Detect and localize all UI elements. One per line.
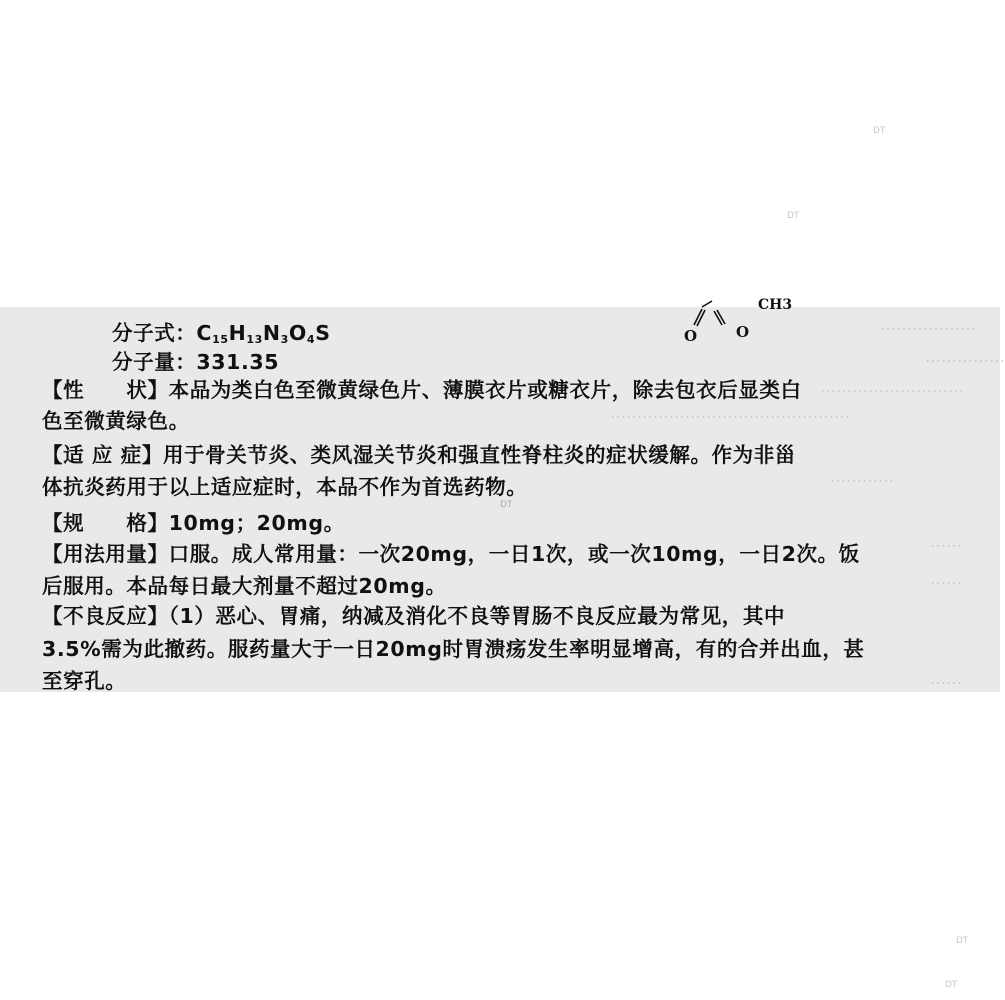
show-through-text: ………… — [830, 467, 894, 486]
show-through-text: …… — [930, 669, 962, 688]
watermark: DT — [873, 126, 886, 136]
show-through-text: ……………………… — [820, 377, 964, 396]
watermark: DT — [956, 936, 969, 946]
formula-element: H — [228, 321, 247, 345]
formula-subscript: 4 — [306, 333, 316, 346]
indications-line: 体抗炎药用于以上适应症时，本品不作为首选药物。 — [42, 475, 528, 499]
formula-element: C — [196, 321, 213, 345]
formula-element: O — [288, 321, 307, 345]
description-line: 【性 状】本品为类白色至微黄绿色片、薄膜衣片或糖衣片，除去包衣后显类白 — [42, 378, 802, 402]
watermark: DT — [945, 980, 958, 990]
dosage-line: 【用法用量】口服。成人常用量：一次20mg，一日1次，或一次10mg，一日2次。饭 — [42, 542, 860, 566]
molecular-formula-line — [112, 316, 331, 346]
watermark: DT — [787, 211, 800, 221]
show-through-text: ……………… — [880, 315, 976, 334]
formula-subscript: 3 — [280, 333, 289, 346]
structure-methyl: CH3 — [758, 297, 793, 313]
specification-line: 【规 格】10mg；20mg。 — [42, 511, 345, 535]
show-through-text: ……………………………………… — [610, 403, 850, 422]
formula-element: S — [315, 321, 331, 345]
structure-atom-o: O — [736, 323, 750, 341]
show-through-text: …………… — [925, 347, 1005, 366]
dosage-line: 后服用。本品每日最大剂量不超过20mg。 — [42, 574, 447, 598]
formula-subscript: 13 — [246, 333, 263, 346]
show-through-text: …… — [930, 569, 962, 588]
watermark: DT — [500, 500, 513, 510]
adverse-reactions-line: 3.5%需为此撤药。服药量大于一日20mg时胃溃疡发生率明显增高，有的合并出血，甚 — [42, 637, 865, 661]
adverse-reactions-line: 至穿孔。 — [42, 669, 127, 693]
formula-element: N — [262, 321, 281, 345]
indications-line: 【适 应 症】用于骨关节炎、类风湿关节炎和强直性脊柱炎的症状缓解。作为非甾 — [42, 443, 796, 467]
structure-atom-o: O — [684, 327, 698, 345]
description-line: 色至微黄绿色。 — [42, 409, 190, 433]
show-through-text: …… — [930, 532, 962, 551]
formula-subscript: 15 — [212, 333, 229, 346]
adverse-reactions-line: 【不良反应】（1）恶心、胃痛，纳减及消化不良等胃肠不良反应最为常见，其中 — [42, 604, 786, 628]
molecular-weight-line: 分子量：331.35 — [112, 350, 280, 374]
molecular-formula-label: 分子式： — [112, 321, 197, 345]
